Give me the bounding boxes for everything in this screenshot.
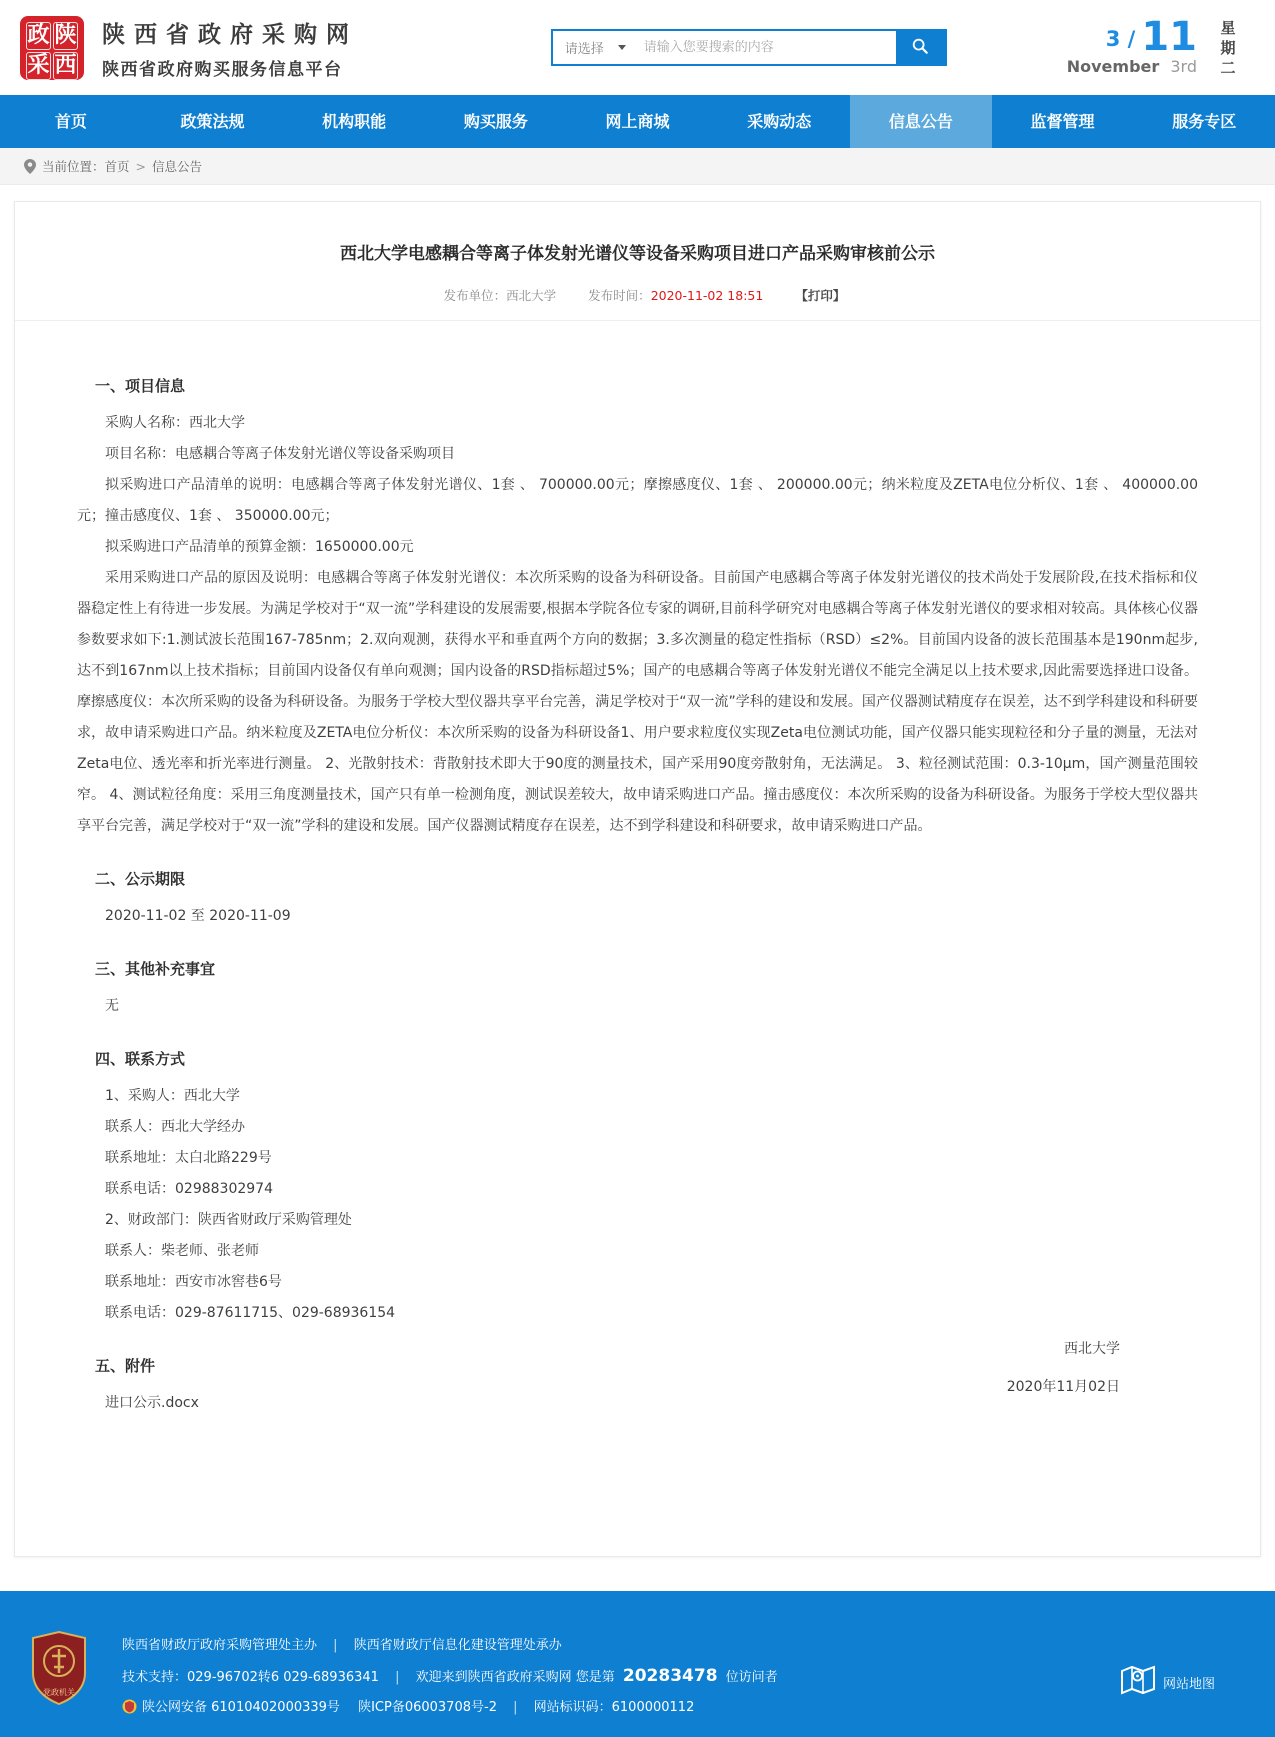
sitemap-label: 网站地图 — [1162, 1676, 1215, 1692]
publish-time-value: 2020-11-02 18:51 — [650, 288, 764, 303]
nav-item-purchase-services[interactable]: 购买服务 — [463, 112, 528, 131]
nav-item-supervision[interactable]: 监督管理 — [1030, 112, 1095, 131]
date-month-number: 3 / — [1105, 27, 1136, 51]
logo-char: 采 — [27, 52, 50, 78]
paragraph: 拟采购进口产品清单的说明：电感耦合等离子体发射光谱仪、1套 、 700000.00元；摩擦感度仪、1套 、 200000.00元；纳米粒度及ZETA电位分析仪、1套 、 400000.00元；撞击感度仪、1套 、 350000.00元； — [77, 477, 1198, 524]
site-titles — [102, 16, 358, 80]
nav-item-functions[interactable]: 机构职能 — [322, 112, 387, 131]
government-badge-icon — [30, 1631, 88, 1705]
publish-time: 发布时间：2020-11-02 18:51 — [588, 288, 764, 303]
breadcrumb — [0, 148, 1275, 185]
footer-co-organizer: 陕西省财政厅信息化建设管理处承办 — [353, 1638, 562, 1653]
nav-item-home[interactable]: 首页 — [54, 112, 87, 131]
nav-item-procurement-news[interactable]: 采购动态 — [747, 112, 812, 131]
footer-organizer: 陕西省财政厅政府采购管理处主办 — [122, 1638, 318, 1653]
announcement-card — [14, 201, 1261, 1557]
section-heading: 三、其他补充事宜 — [95, 960, 216, 978]
paragraph: 2、财政部门：陕西省财政厅采购管理处 — [105, 1212, 352, 1228]
section-publicity-period — [77, 868, 1198, 932]
paragraph: 无 — [105, 998, 119, 1014]
breadcrumb-separator: > — [135, 158, 147, 174]
section-heading: 一、项目信息 — [95, 377, 186, 395]
site-name: 陕西省政府采购网 — [102, 21, 358, 48]
article-meta — [15, 286, 1260, 321]
section-heading: 二、公示期限 — [95, 870, 186, 888]
sitemap-link[interactable] — [1121, 1665, 1215, 1699]
section-other-matters — [77, 958, 1198, 1022]
footer-visitor-suffix: 位访问者 — [725, 1670, 778, 1685]
sitemap-icon — [1121, 1665, 1155, 1699]
breadcrumb-current: 信息公告 — [152, 159, 203, 174]
paragraph: 联系人：柴老师、张老师 — [105, 1243, 259, 1259]
footer-text — [122, 1631, 778, 1723]
article-body — [15, 321, 1260, 1419]
print-button[interactable]: 【打印】 — [795, 288, 846, 303]
breadcrumb-prefix: 当前位置： — [42, 159, 105, 174]
footer-welcome: 欢迎来到陕西省政府采购网 您是第 — [415, 1670, 615, 1685]
footer-police-record[interactable]: 陕公网安备 61010402000339号 — [142, 1700, 340, 1715]
section-heading: 五、附件 — [95, 1357, 156, 1375]
search-category-select[interactable] — [553, 31, 636, 64]
svg-text:党政机关: 党政机关 — [43, 1688, 75, 1697]
section-project-info — [77, 375, 1198, 842]
site-logo[interactable] — [20, 16, 84, 80]
paragraph: 联系电话：02988302974 — [105, 1181, 273, 1197]
location-pin-icon — [24, 159, 36, 174]
section-contact-info — [77, 1048, 1198, 1329]
paragraph: 联系地址：太白北路229号 — [105, 1150, 272, 1166]
footer-icp-record[interactable]: 陕ICP备06003708号-2 — [358, 1700, 497, 1715]
paragraph: 联系人：西北大学经办 — [105, 1119, 245, 1135]
nav-item-policies[interactable]: 政策法规 — [180, 112, 245, 131]
nav-item-online-mall[interactable]: 网上商城 — [605, 112, 670, 131]
search-button[interactable] — [896, 31, 945, 64]
site-subtitle: 陕西省政府购买服务信息平台 — [102, 59, 343, 80]
visitor-count: 20283478 — [622, 1666, 718, 1686]
search-icon — [911, 37, 929, 58]
attachment-link[interactable]: 进口公示.docx — [105, 1395, 199, 1411]
logo-char: 陕 — [54, 22, 77, 48]
paragraph: 拟采购进口产品清单的预算金额：1650000.00元 — [105, 539, 414, 555]
footer-line-2: 技术支持：029-96702转6 029-68936341 | 欢迎来到陕西省政府采购网 您是第 20283478 位访问者 — [122, 1666, 778, 1686]
signature-date: 2020年11月02日 — [1006, 1379, 1120, 1395]
logo-char: 政 — [27, 22, 50, 48]
date-day-number: 11 — [1141, 14, 1197, 60]
paragraph: 项目名称：电感耦合等离子体发射光谱仪等设备采购项目 — [105, 446, 455, 462]
site-header — [0, 0, 1275, 95]
paragraph: 采用采购进口产品的原因及说明：电感耦合等离子体发射光谱仪：本次所采购的设备为科研设备。目前国产电感耦合等离子体发射光谱仪的技术尚处于发展阶段,在技术指标和仪器稳定性上有待进一步发展。为满足学校对于“双一流”学科建设的发展需要,根据本学院各位专家的调研,目前科学研究对电感耦合等离子体发射光谱仪的要求相对较高。具体核心仪器参数要求如下:1.测试波长范围167-785nm；2.双向观测，获得水平和垂直两个方向的数据；3.多次测量的稳定性指标（RSD）≤2%。目前国内设备的波长范围基本是190nm起步,达不到167nm以上技术指标；目前国内设备仅有单向观测；国内设备的RSD指标超过5%；国产的电感耦合等离子体发射光谱仪不能完全满足以上技术要求,因此需要选择进口设备。摩擦感度仪：本次所采购的设备为科研设备。为服务于学校大型仪器共享平台完善，满足学校对于“双一流”学科的建设和发展。国产仪器测试精度存在误差，达不到学科建设和科研要求，故申请采购进口产品。纳米粒度及ZETA电位分析仪：本次所采购的设备为科研设备1、用户要求粒度仪实现Zeta电位测试功能，国产仪器只能实现粒径和分子量的测量，无法对Zeta电位、透光率和折光率进行测量。 2、光散射技术：背散射技术即大于90度的测量技术，国产采用90度旁散射角，无法满足。 3、粒径测试范围：0.3-10μm，国产测量范围较窄。 4、测试粒径角度：采用三角度测量技术，国产只有单一检测角度，测试误差较大，故申请采购进口产品。撞击感度仪：本次所采购的设备为科研设备。为服务于学校大型仪器共享平台完善，满足学校对于“双一流”学科的建设和发展。国产仪器测试精度存在误差，达不到学科建设和科研要求，故申请采购进口产品。 — [77, 570, 1198, 834]
nav-item-service-zone[interactable]: 服务专区 — [1172, 112, 1237, 131]
site-footer — [0, 1591, 1275, 1737]
paragraph: 联系电话：029-87611715、029-68936154 — [105, 1305, 396, 1321]
nav-item-announcements[interactable]: 信息公告 — [850, 95, 992, 148]
search-select-label: 请选择 — [564, 42, 604, 57]
date-weekday: 星 期 二 — [1220, 18, 1236, 77]
signature-name: 西北大学 — [1064, 1341, 1120, 1357]
signature-block — [1007, 1338, 1120, 1396]
search-input[interactable] — [636, 31, 896, 64]
section-heading: 四、联系方式 — [95, 1050, 186, 1068]
footer-line-3: 陕公网安备 61010402000339号 陕ICP备06003708号-2 | 网站标识码：6100000112 — [122, 1693, 778, 1723]
footer-tech-support: 技术支持：029-96702转6 029-68936341 — [122, 1670, 379, 1685]
paragraph: 联系地址：西安市冰窖巷6号 — [105, 1274, 282, 1290]
logo-char: 西 — [54, 52, 77, 78]
page-title: 西北大学电感耦合等离子体发射光谱仪等设备采购项目进口产品采购审核前公示 — [340, 244, 935, 264]
breadcrumb-home-link[interactable]: 首页 — [104, 159, 130, 174]
search-bar — [551, 29, 947, 66]
paragraph: 2020-11-02 至 2020-11-09 — [105, 908, 291, 924]
chevron-down-icon — [618, 45, 626, 50]
date-month-name: November — [1066, 57, 1160, 76]
date-ordinal: 3rd — [1170, 57, 1197, 76]
footer-site-id: 网站标识码：6100000112 — [533, 1700, 695, 1715]
paragraph: 采购人名称：西北大学 — [105, 415, 245, 431]
paragraph: 1、采购人：西北大学 — [105, 1088, 240, 1104]
main-nav — [0, 95, 1275, 148]
publisher: 发布单位：西北大学 — [443, 288, 557, 303]
footer-line-1: 陕西省财政厅政府采购管理处主办 | 陕西省财政厅信息化建设管理处承办 — [122, 1638, 562, 1653]
date-widget — [1066, 14, 1197, 76]
